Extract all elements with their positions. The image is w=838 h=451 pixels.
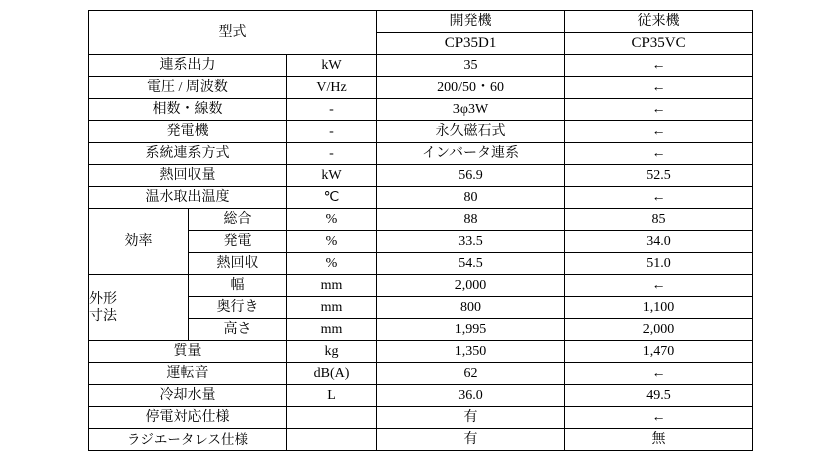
row-unit: %: [287, 253, 377, 275]
table-row: [89, 99, 753, 121]
row-conv-value: 1,470: [565, 341, 753, 363]
table-row: [89, 407, 753, 429]
row-dev-value: 200/50・60: [377, 77, 565, 99]
table-row: [89, 77, 753, 99]
row-dev-value: 3φ3W: [377, 99, 565, 121]
specification-table: [88, 10, 753, 451]
table-row: [89, 385, 753, 407]
table-row: [89, 429, 753, 451]
row-sublabel: 幅: [189, 275, 287, 297]
row-label: 停電対応仕様: [89, 407, 287, 429]
row-dev-value: 80: [377, 187, 565, 209]
row-dev-value: 62: [377, 363, 565, 385]
table-row: [89, 209, 753, 231]
row-unit: -: [287, 143, 377, 165]
row-conv-value: 49.5: [565, 385, 753, 407]
row-unit: [287, 429, 377, 451]
table-row: [89, 363, 753, 385]
row-dev-value: 800: [377, 297, 565, 319]
row-label: 発電機: [89, 121, 287, 143]
table-row: [89, 55, 753, 77]
row-unit: V/Hz: [287, 77, 377, 99]
row-sublabel: 高さ: [189, 319, 287, 341]
row-unit: %: [287, 231, 377, 253]
group-label-dimensions-line2: 寸法: [89, 308, 117, 324]
table-row: [89, 341, 753, 363]
table-row: [89, 143, 753, 165]
row-conv-value: ←: [565, 275, 753, 297]
row-unit: ℃: [287, 187, 377, 209]
header-development-model: CP35D1: [377, 33, 565, 55]
table-row: [89, 319, 753, 341]
row-dev-value: 2,000: [377, 275, 565, 297]
row-label: ラジエータレス仕様: [89, 429, 287, 451]
row-dev-value: 1,350: [377, 341, 565, 363]
header-conventional-label: 従来機: [565, 11, 753, 33]
row-unit: mm: [287, 275, 377, 297]
header-development-label: 開発機: [377, 11, 565, 33]
row-unit: [287, 407, 377, 429]
row-unit: dB(A): [287, 363, 377, 385]
row-dev-value: 永久磁石式: [377, 121, 565, 143]
row-dev-value: 1,995: [377, 319, 565, 341]
spec-table-container: [88, 10, 752, 451]
row-label: 温水取出温度: [89, 187, 287, 209]
table-row: [89, 121, 753, 143]
row-sublabel: 総合: [189, 209, 287, 231]
table-row: [89, 297, 753, 319]
table-row: [89, 187, 753, 209]
row-unit: kW: [287, 165, 377, 187]
table-row: [89, 253, 753, 275]
row-conv-value: 34.0: [565, 231, 753, 253]
row-dev-value: 35: [377, 55, 565, 77]
row-sublabel: 奥行き: [189, 297, 287, 319]
header-type-label: 型式: [89, 11, 377, 55]
row-conv-value: ←: [565, 55, 753, 77]
header-conventional-model: CP35VC: [565, 33, 753, 55]
row-conv-value: 85: [565, 209, 753, 231]
group-label-dimensions: [89, 275, 189, 341]
row-conv-value: ←: [565, 99, 753, 121]
row-label: 熱回収量: [89, 165, 287, 187]
row-unit: -: [287, 99, 377, 121]
row-label: 運転音: [89, 363, 287, 385]
row-label: 系統連系方式: [89, 143, 287, 165]
row-label: 質量: [89, 341, 287, 363]
row-dev-value: 54.5: [377, 253, 565, 275]
row-label: 相数・線数: [89, 99, 287, 121]
row-conv-value: ←: [565, 407, 753, 429]
row-conv-value: ←: [565, 363, 753, 385]
row-unit: mm: [287, 319, 377, 341]
table-header-row: [89, 11, 753, 33]
row-conv-value: 1,100: [565, 297, 753, 319]
row-dev-value: 88: [377, 209, 565, 231]
row-label: 電圧 / 周波数: [89, 77, 287, 99]
row-dev-value: インバータ連系: [377, 143, 565, 165]
group-label-efficiency: 効率: [89, 209, 189, 275]
row-conv-value: 無: [565, 429, 753, 451]
row-unit: %: [287, 209, 377, 231]
table-row: [89, 165, 753, 187]
row-sublabel: 熱回収: [189, 253, 287, 275]
row-dev-value: 有: [377, 429, 565, 451]
row-label: 冷却水量: [89, 385, 287, 407]
table-row: [89, 231, 753, 253]
row-dev-value: 56.9: [377, 165, 565, 187]
row-unit: -: [287, 121, 377, 143]
row-dev-value: 33.5: [377, 231, 565, 253]
row-dev-value: 有: [377, 407, 565, 429]
row-label: 連系出力: [89, 55, 287, 77]
row-unit: kW: [287, 55, 377, 77]
row-unit: mm: [287, 297, 377, 319]
row-conv-value: ←: [565, 121, 753, 143]
table-row: [89, 275, 753, 297]
row-conv-value: ←: [565, 77, 753, 99]
row-conv-value: 52.5: [565, 165, 753, 187]
row-unit: L: [287, 385, 377, 407]
row-unit: kg: [287, 341, 377, 363]
row-conv-value: ←: [565, 187, 753, 209]
row-conv-value: 2,000: [565, 319, 753, 341]
row-dev-value: 36.0: [377, 385, 565, 407]
group-label-dimensions-line1: 外形: [89, 291, 117, 307]
row-conv-value: 51.0: [565, 253, 753, 275]
row-conv-value: ←: [565, 143, 753, 165]
row-sublabel: 発電: [189, 231, 287, 253]
